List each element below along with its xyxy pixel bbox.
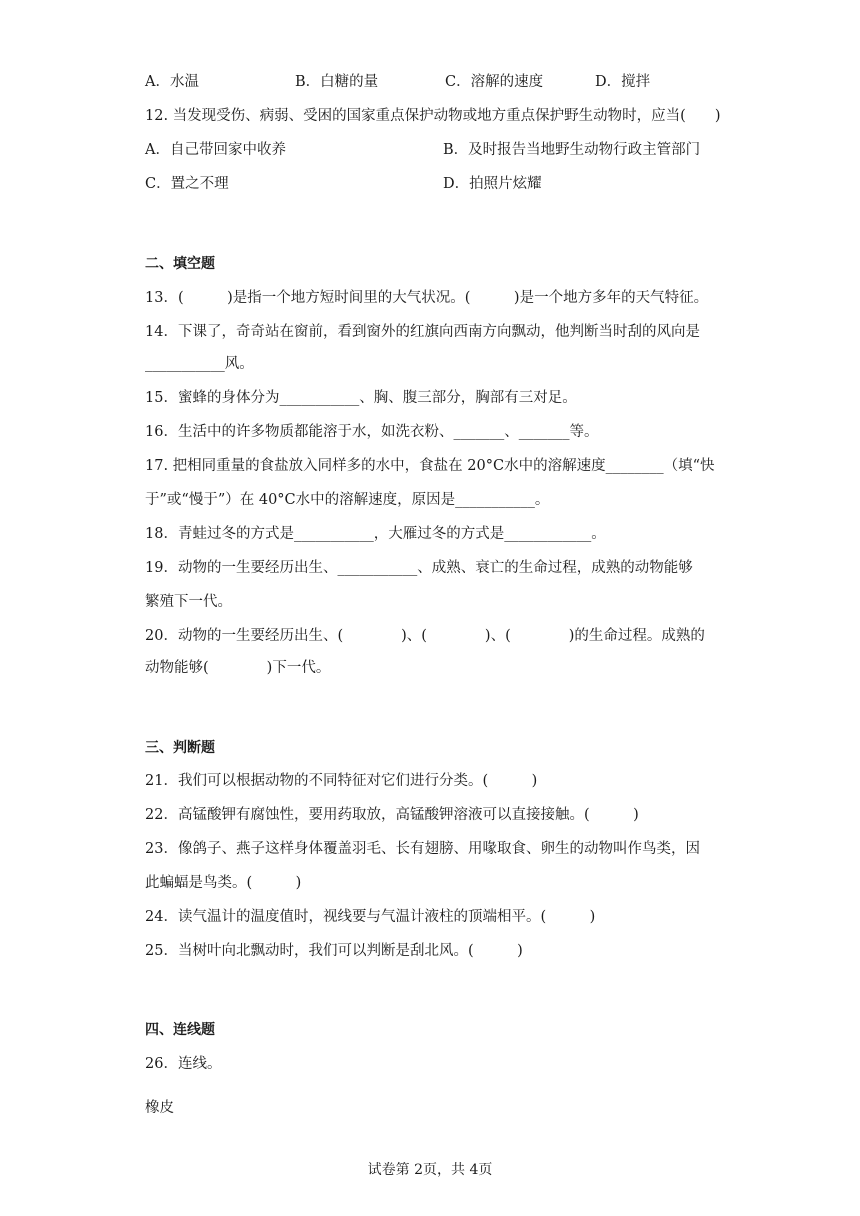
question-26: 26．连线。 [145, 1056, 222, 1072]
question-19: 19．动物的一生要经历出生、___________、成熟、衰亡的生命过程，成熟的动物能够 [145, 560, 693, 576]
section-title-connect: 四、连线题 [145, 1022, 215, 1038]
question-19-cont: 繁殖下一代。 [145, 594, 232, 610]
question-25: 25．当树叶向北飘动时，我们可以判断是刮北风。( ) [145, 943, 523, 959]
q12-option-a: A．自己带回家中收养 [145, 142, 286, 158]
page-footer: 试卷第 2页，共 4页 [367, 1162, 493, 1178]
section-title-fill: 二、填空题 [145, 256, 215, 272]
q12-option-c: C．置之不理 [145, 176, 229, 192]
q12-option-b: B．及时报告当地野生动物行政主管部门 [443, 142, 701, 158]
question-15: 15．蜜蜂的身体分为___________、胸、腹三部分，胸部有三对足。 [145, 390, 577, 406]
question-23-cont: 此蝙蝠是鸟类。( ) [145, 875, 302, 891]
question-20-cont: 动物能够( )下一代。 [145, 660, 331, 676]
q12-stem: 12. 当发现受伤、病弱、受困的国家重点保护动物或地方重点保护野生动物时，应当( ) [145, 108, 721, 124]
q12-option-d: D．拍照片炫耀 [443, 176, 542, 192]
section-title-judge: 三、判断题 [145, 740, 215, 756]
question-17-cont: 于”或“慢于”）在 40°C水中的溶解速度，原因是___________。 [145, 492, 550, 508]
connect-item-eraser: 橡皮 [145, 1100, 174, 1116]
question-22: 22．高锰酸钾有腐蚀性，要用药取放，高锰酸钾溶液可以直接接触。( ) [145, 807, 639, 823]
question-18: 18．青蛙过冬的方式是___________，大雁过冬的方式是____________。 [145, 526, 606, 542]
question-20: 20．动物的一生要经历出生、( )、( )、( )的生命过程。成熟的 [145, 628, 705, 644]
question-24: 24．读气温计的温度值时，视线要与气温计液柱的顶端相平。( ) [145, 909, 596, 925]
q11-option-c: C．溶解的速度 [445, 74, 544, 90]
question-17: 17. 把相同重量的食盐放入同样多的水中，食盐在 20°C水中的溶解速度________（填“快 [145, 458, 715, 474]
question-14-cont: ___________风。 [145, 356, 254, 372]
question-23: 23．像鸽子、燕子这样身体覆盖羽毛、长有翅膀、用喙取食、卵生的动物叫作鸟类，因 [145, 841, 700, 857]
question-21: 21．我们可以根据动物的不同特征对它们进行分类。( ) [145, 773, 538, 789]
q11-option-d: D．搅拌 [595, 74, 651, 90]
question-14: 14．下课了，奇奇站在窗前，看到窗外的红旗向西南方向飘动，他判断当时刮的风向是 [145, 324, 700, 340]
question-16: 16．生活中的许多物质都能溶于水，如洗衣粉、_______、_______等。 [145, 424, 599, 440]
q11-option-a: A．水温 [145, 74, 199, 90]
question-13: 13．( )是指一个地方短时间里的大气状况。( )是一个地方多年的天气特征。 [145, 290, 709, 306]
q11-option-b: B．白糖的量 [295, 74, 379, 90]
